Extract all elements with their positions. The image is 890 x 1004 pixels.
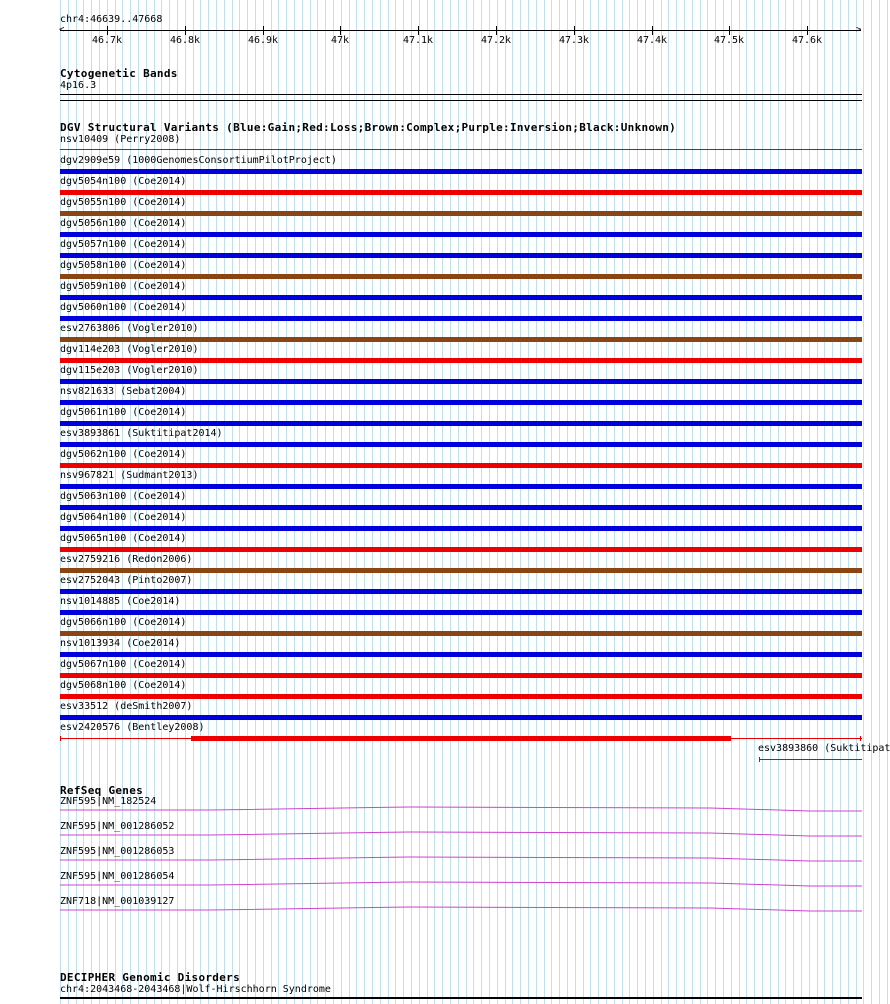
dgv-feature-label[interactable]: dgv5059n100 (Coe2014) xyxy=(60,281,187,292)
dgv-feature-label[interactable]: esv2420576 (Bentley2008) xyxy=(60,722,205,733)
grid-line xyxy=(442,0,443,1004)
dgv-feature-bar-thick[interactable] xyxy=(191,736,731,741)
grid-line xyxy=(481,0,482,1004)
dgv-feature-bar[interactable] xyxy=(60,295,862,300)
dgv-feature-bar[interactable] xyxy=(60,274,862,279)
ruler-tick-label: 47.5k xyxy=(713,35,745,46)
dgv-feature-bar[interactable] xyxy=(60,316,862,321)
dgv-feature-bar[interactable] xyxy=(60,169,862,174)
ruler-tick-label: 46.8k xyxy=(169,35,201,46)
grid-line xyxy=(434,0,435,1004)
grid-line xyxy=(778,0,779,1004)
grid-line xyxy=(754,0,755,1004)
grid-line xyxy=(177,0,178,1004)
dgv-feature-bar[interactable] xyxy=(60,358,862,363)
ruler-tick-label: 47.3k xyxy=(558,35,590,46)
grid-line xyxy=(505,0,506,1004)
ruler-tick-label: 47.2k xyxy=(480,35,512,46)
dgv-feature-label[interactable]: dgv5062n100 (Coe2014) xyxy=(60,449,187,460)
ruler-tick xyxy=(652,26,653,35)
dgv-feature-label[interactable]: esv33512 (deSmith2007) xyxy=(60,701,193,712)
dgv-feature-label[interactable]: dgv5068n100 (Coe2014) xyxy=(60,680,187,691)
dgv-feature-label[interactable]: dgv5054n100 (Coe2014) xyxy=(60,176,187,187)
grid-line xyxy=(216,0,217,1004)
grid-line xyxy=(645,0,646,1004)
grid-line xyxy=(395,0,396,1004)
grid-line xyxy=(341,0,342,1004)
grid-line xyxy=(302,0,303,1004)
dgv-feature-label[interactable]: dgv5055n100 (Coe2014) xyxy=(60,197,187,208)
grid-line xyxy=(380,0,381,1004)
refseq-track-title[interactable]: RefSeq Genes xyxy=(60,784,144,797)
dgv-feature-label[interactable]: dgv5058n100 (Coe2014) xyxy=(60,260,187,271)
grid-line xyxy=(762,0,763,1004)
dgv-feature-label[interactable]: dgv2909e59 (1000GenomesConsortiumPilotProject) xyxy=(60,155,337,166)
grid-line xyxy=(684,0,685,1004)
grid-line xyxy=(614,0,615,1004)
grid-line xyxy=(824,0,825,1004)
dgv-feature-bar[interactable] xyxy=(60,610,862,615)
grid-line xyxy=(793,0,794,1004)
refseq-gene-model[interactable] xyxy=(60,881,862,887)
decipher-bar[interactable] xyxy=(60,997,862,999)
dgv-feature-bar[interactable] xyxy=(60,421,862,426)
refseq-gene-path xyxy=(60,832,862,836)
grid-line xyxy=(193,0,194,1004)
ruler-axis xyxy=(60,30,861,31)
grid-line xyxy=(427,0,428,1004)
grid-line xyxy=(364,0,365,1004)
dgv-feature-bar[interactable] xyxy=(60,589,862,594)
cytoband-bar-bottom xyxy=(60,100,862,101)
dgv-feature-label[interactable]: dgv5061n100 (Coe2014) xyxy=(60,407,187,418)
grid-line xyxy=(567,0,568,1004)
grid-line xyxy=(622,0,623,1004)
grid-line xyxy=(294,0,295,1004)
grid-line xyxy=(832,0,833,1004)
refseq-gene-label[interactable]: ZNF595|NM_001286054 xyxy=(60,871,175,882)
refseq-gene-path xyxy=(60,882,862,886)
grid-line xyxy=(817,0,818,1004)
grid-line xyxy=(512,0,513,1004)
grid-line xyxy=(224,0,225,1004)
ruler-tick xyxy=(729,26,730,35)
grid-line xyxy=(450,0,451,1004)
dgv-feature-label[interactable]: esv3893861 (Suktitipat2014) xyxy=(60,428,223,439)
dgv-feature-label[interactable]: nsv821633 (Sebat2004) xyxy=(60,386,187,397)
grid-line xyxy=(551,0,552,1004)
ruler-tick-label: 46.9k xyxy=(247,35,279,46)
dgv-feature-label[interactable]: esv2763806 (Vogler2010) xyxy=(60,323,199,334)
grid-line xyxy=(692,0,693,1004)
dgv-feature-bar[interactable] xyxy=(60,484,862,489)
dgv-feature-bar[interactable] xyxy=(60,190,862,195)
refseq-gene-model[interactable] xyxy=(60,806,862,812)
refseq-gene-model[interactable] xyxy=(60,856,862,862)
dgv-feature-bar[interactable] xyxy=(60,568,862,573)
dgv-feature-label[interactable]: dgv5065n100 (Coe2014) xyxy=(60,533,187,544)
grid-line xyxy=(419,0,420,1004)
grid-line xyxy=(528,0,529,1004)
dgv-feature-bar[interactable] xyxy=(60,211,862,216)
dgv-feature-label[interactable]: nsv1014885 (Coe2014) xyxy=(60,596,181,607)
dgv-feature-bar[interactable] xyxy=(60,253,862,258)
dgv-feature-label[interactable]: dgv5064n100 (Coe2014) xyxy=(60,512,187,523)
grid-line xyxy=(840,0,841,1004)
grid-line xyxy=(185,0,186,1004)
grid-line xyxy=(271,0,272,1004)
coordinate-label: chr4:46639..47668 xyxy=(60,14,163,25)
grid-line xyxy=(887,0,888,1004)
grid-line xyxy=(349,0,350,1004)
grid-line xyxy=(255,0,256,1004)
dgv-feature-label[interactable]: esv2752043 (Pinto2007) xyxy=(60,575,193,586)
grid-line xyxy=(637,0,638,1004)
grid-line xyxy=(801,0,802,1004)
grid-line xyxy=(544,0,545,1004)
grid-line xyxy=(497,0,498,1004)
dgv-feature-label[interactable]: esv2759216 (Redon2006) xyxy=(60,554,193,565)
dgv-feature-bar[interactable] xyxy=(60,149,862,150)
grid-line xyxy=(388,0,389,1004)
grid-line xyxy=(200,0,201,1004)
grid-line xyxy=(731,0,732,1004)
decipher-entry-label[interactable]: chr4:2043468-2043468|Wolf-Hirschhorn Syndrome xyxy=(60,984,331,995)
decipher-track-title[interactable]: DECIPHER Genomic Disorders xyxy=(60,971,240,984)
grid-line xyxy=(653,0,654,1004)
ruler-tick-label: 47.4k xyxy=(636,35,668,46)
dgv-feature-bar[interactable] xyxy=(60,715,862,720)
grid-line xyxy=(668,0,669,1004)
grid-line xyxy=(317,0,318,1004)
ruler-left-arrow-icon: < xyxy=(59,25,65,35)
dgv-feature-bar-end xyxy=(860,736,861,741)
dgv-feature-bar[interactable] xyxy=(60,652,862,657)
dgv-feature-bar[interactable] xyxy=(60,547,862,552)
grid-line xyxy=(809,0,810,1004)
grid-line xyxy=(661,0,662,1004)
dgv-feature-bar[interactable] xyxy=(60,442,862,447)
grid-line xyxy=(466,0,467,1004)
grid-line xyxy=(247,0,248,1004)
grid-line xyxy=(863,0,864,1004)
grid-line xyxy=(575,0,576,1004)
dgv-feature-label[interactable]: dgv114e203 (Vogler2010) xyxy=(60,344,199,355)
dgv-feature-label[interactable]: dgv115e203 (Vogler2010) xyxy=(60,365,199,376)
dgv-feature-label[interactable]: dgv5067n100 (Coe2014) xyxy=(60,659,187,670)
grid-line xyxy=(520,0,521,1004)
grid-line xyxy=(770,0,771,1004)
grid-line xyxy=(590,0,591,1004)
cytoband-label[interactable]: 4p16.3 xyxy=(60,80,97,91)
dgv-feature-bar[interactable] xyxy=(60,232,862,237)
dgv-feature-bar[interactable] xyxy=(60,673,862,678)
dgv-feature-bar[interactable] xyxy=(60,379,862,384)
grid-line xyxy=(559,0,560,1004)
refseq-gene-model[interactable] xyxy=(60,906,862,912)
grid-line xyxy=(310,0,311,1004)
grid-line xyxy=(325,0,326,1004)
refseq-gene-path xyxy=(60,907,862,911)
grid-line xyxy=(715,0,716,1004)
ruler-tick xyxy=(107,26,108,35)
dgv-extra-bar-start xyxy=(759,757,760,762)
grid-line xyxy=(356,0,357,1004)
grid-line xyxy=(606,0,607,1004)
dgv-feature-label[interactable]: dgv5056n100 (Coe2014) xyxy=(60,218,187,229)
grid-line xyxy=(473,0,474,1004)
grid-line xyxy=(286,0,287,1004)
ruler-tick-label: 47k xyxy=(330,35,350,46)
grid-line xyxy=(239,0,240,1004)
grid-line xyxy=(739,0,740,1004)
dgv-track-title[interactable]: DGV Structural Variants (Blue:Gain;Red:Loss;Brown:Complex;Purple:Inversion;Black:Unknown) xyxy=(60,121,677,134)
dgv-feature-bar[interactable] xyxy=(60,694,862,699)
grid-line xyxy=(458,0,459,1004)
grid-line xyxy=(403,0,404,1004)
dgv-feature-bar[interactable] xyxy=(60,337,862,342)
grid-line xyxy=(536,0,537,1004)
dgv-feature-bar[interactable] xyxy=(60,463,862,468)
ruler-tick xyxy=(574,26,575,35)
dgv-extra-bar[interactable] xyxy=(759,759,862,760)
ruler-right-arrow-icon: > xyxy=(856,25,862,35)
grid-line xyxy=(278,0,279,1004)
grid-line xyxy=(598,0,599,1004)
refseq-gene-path xyxy=(60,807,862,811)
ruler-tick xyxy=(185,26,186,35)
ruler-tick xyxy=(418,26,419,35)
grid-line xyxy=(700,0,701,1004)
grid-line xyxy=(871,0,872,1004)
dgv-feature-label[interactable]: dgv5063n100 (Coe2014) xyxy=(60,491,187,502)
grid-line xyxy=(723,0,724,1004)
ruler-tick-label: 47.1k xyxy=(402,35,434,46)
ruler-tick xyxy=(496,26,497,35)
refseq-gene-model[interactable] xyxy=(60,831,862,837)
dgv-feature-bar[interactable] xyxy=(60,631,862,636)
dgv-feature-label[interactable]: dgv5060n100 (Coe2014) xyxy=(60,302,187,313)
grid-line xyxy=(411,0,412,1004)
refseq-gene-label[interactable]: ZNF595|NM_182524 xyxy=(60,796,157,807)
refseq-gene-label[interactable]: ZNF718|NM_001039127 xyxy=(60,896,175,907)
grid-line xyxy=(785,0,786,1004)
dgv-feature-label[interactable]: nsv967821 (Sudmant2013) xyxy=(60,470,199,481)
refseq-gene-path xyxy=(60,857,862,861)
grid-line xyxy=(232,0,233,1004)
grid-line xyxy=(856,0,857,1004)
grid-line xyxy=(879,0,880,1004)
grid-line xyxy=(746,0,747,1004)
ruler-tick xyxy=(340,26,341,35)
ruler-tick-label: 47.6k xyxy=(791,35,823,46)
dgv-feature-bar[interactable] xyxy=(60,400,862,405)
ruler-tick-label: 46.7k xyxy=(91,35,123,46)
grid-line xyxy=(333,0,334,1004)
dgv-feature-label[interactable]: nsv10409 (Perry2008) xyxy=(60,134,181,145)
cytoband-bar[interactable] xyxy=(60,94,862,95)
dgv-feature-label[interactable]: nsv1013934 (Coe2014) xyxy=(60,638,181,649)
grid-line xyxy=(676,0,677,1004)
dgv-feature-label[interactable]: dgv5066n100 (Coe2014) xyxy=(60,617,187,628)
grid-line xyxy=(372,0,373,1004)
dgv-feature-bar[interactable] xyxy=(60,505,862,510)
dgv-extra-label[interactable]: esv3893860 (Suktitipat xyxy=(758,743,890,754)
grid-line xyxy=(848,0,849,1004)
grid-line xyxy=(263,0,264,1004)
refseq-gene-label[interactable]: ZNF595|NM_001286052 xyxy=(60,821,175,832)
grid-line xyxy=(489,0,490,1004)
dgv-feature-bar[interactable] xyxy=(60,526,862,531)
grid-line xyxy=(707,0,708,1004)
ruler-tick xyxy=(263,26,264,35)
grid-line xyxy=(208,0,209,1004)
cytoband-track-title[interactable]: Cytogenetic Bands xyxy=(60,67,178,80)
dgv-feature-bar-end xyxy=(60,736,61,741)
ruler-tick xyxy=(807,26,808,35)
grid-line xyxy=(583,0,584,1004)
grid-line xyxy=(629,0,630,1004)
dgv-feature-label[interactable]: dgv5057n100 (Coe2014) xyxy=(60,239,187,250)
refseq-gene-label[interactable]: ZNF595|NM_001286053 xyxy=(60,846,175,857)
